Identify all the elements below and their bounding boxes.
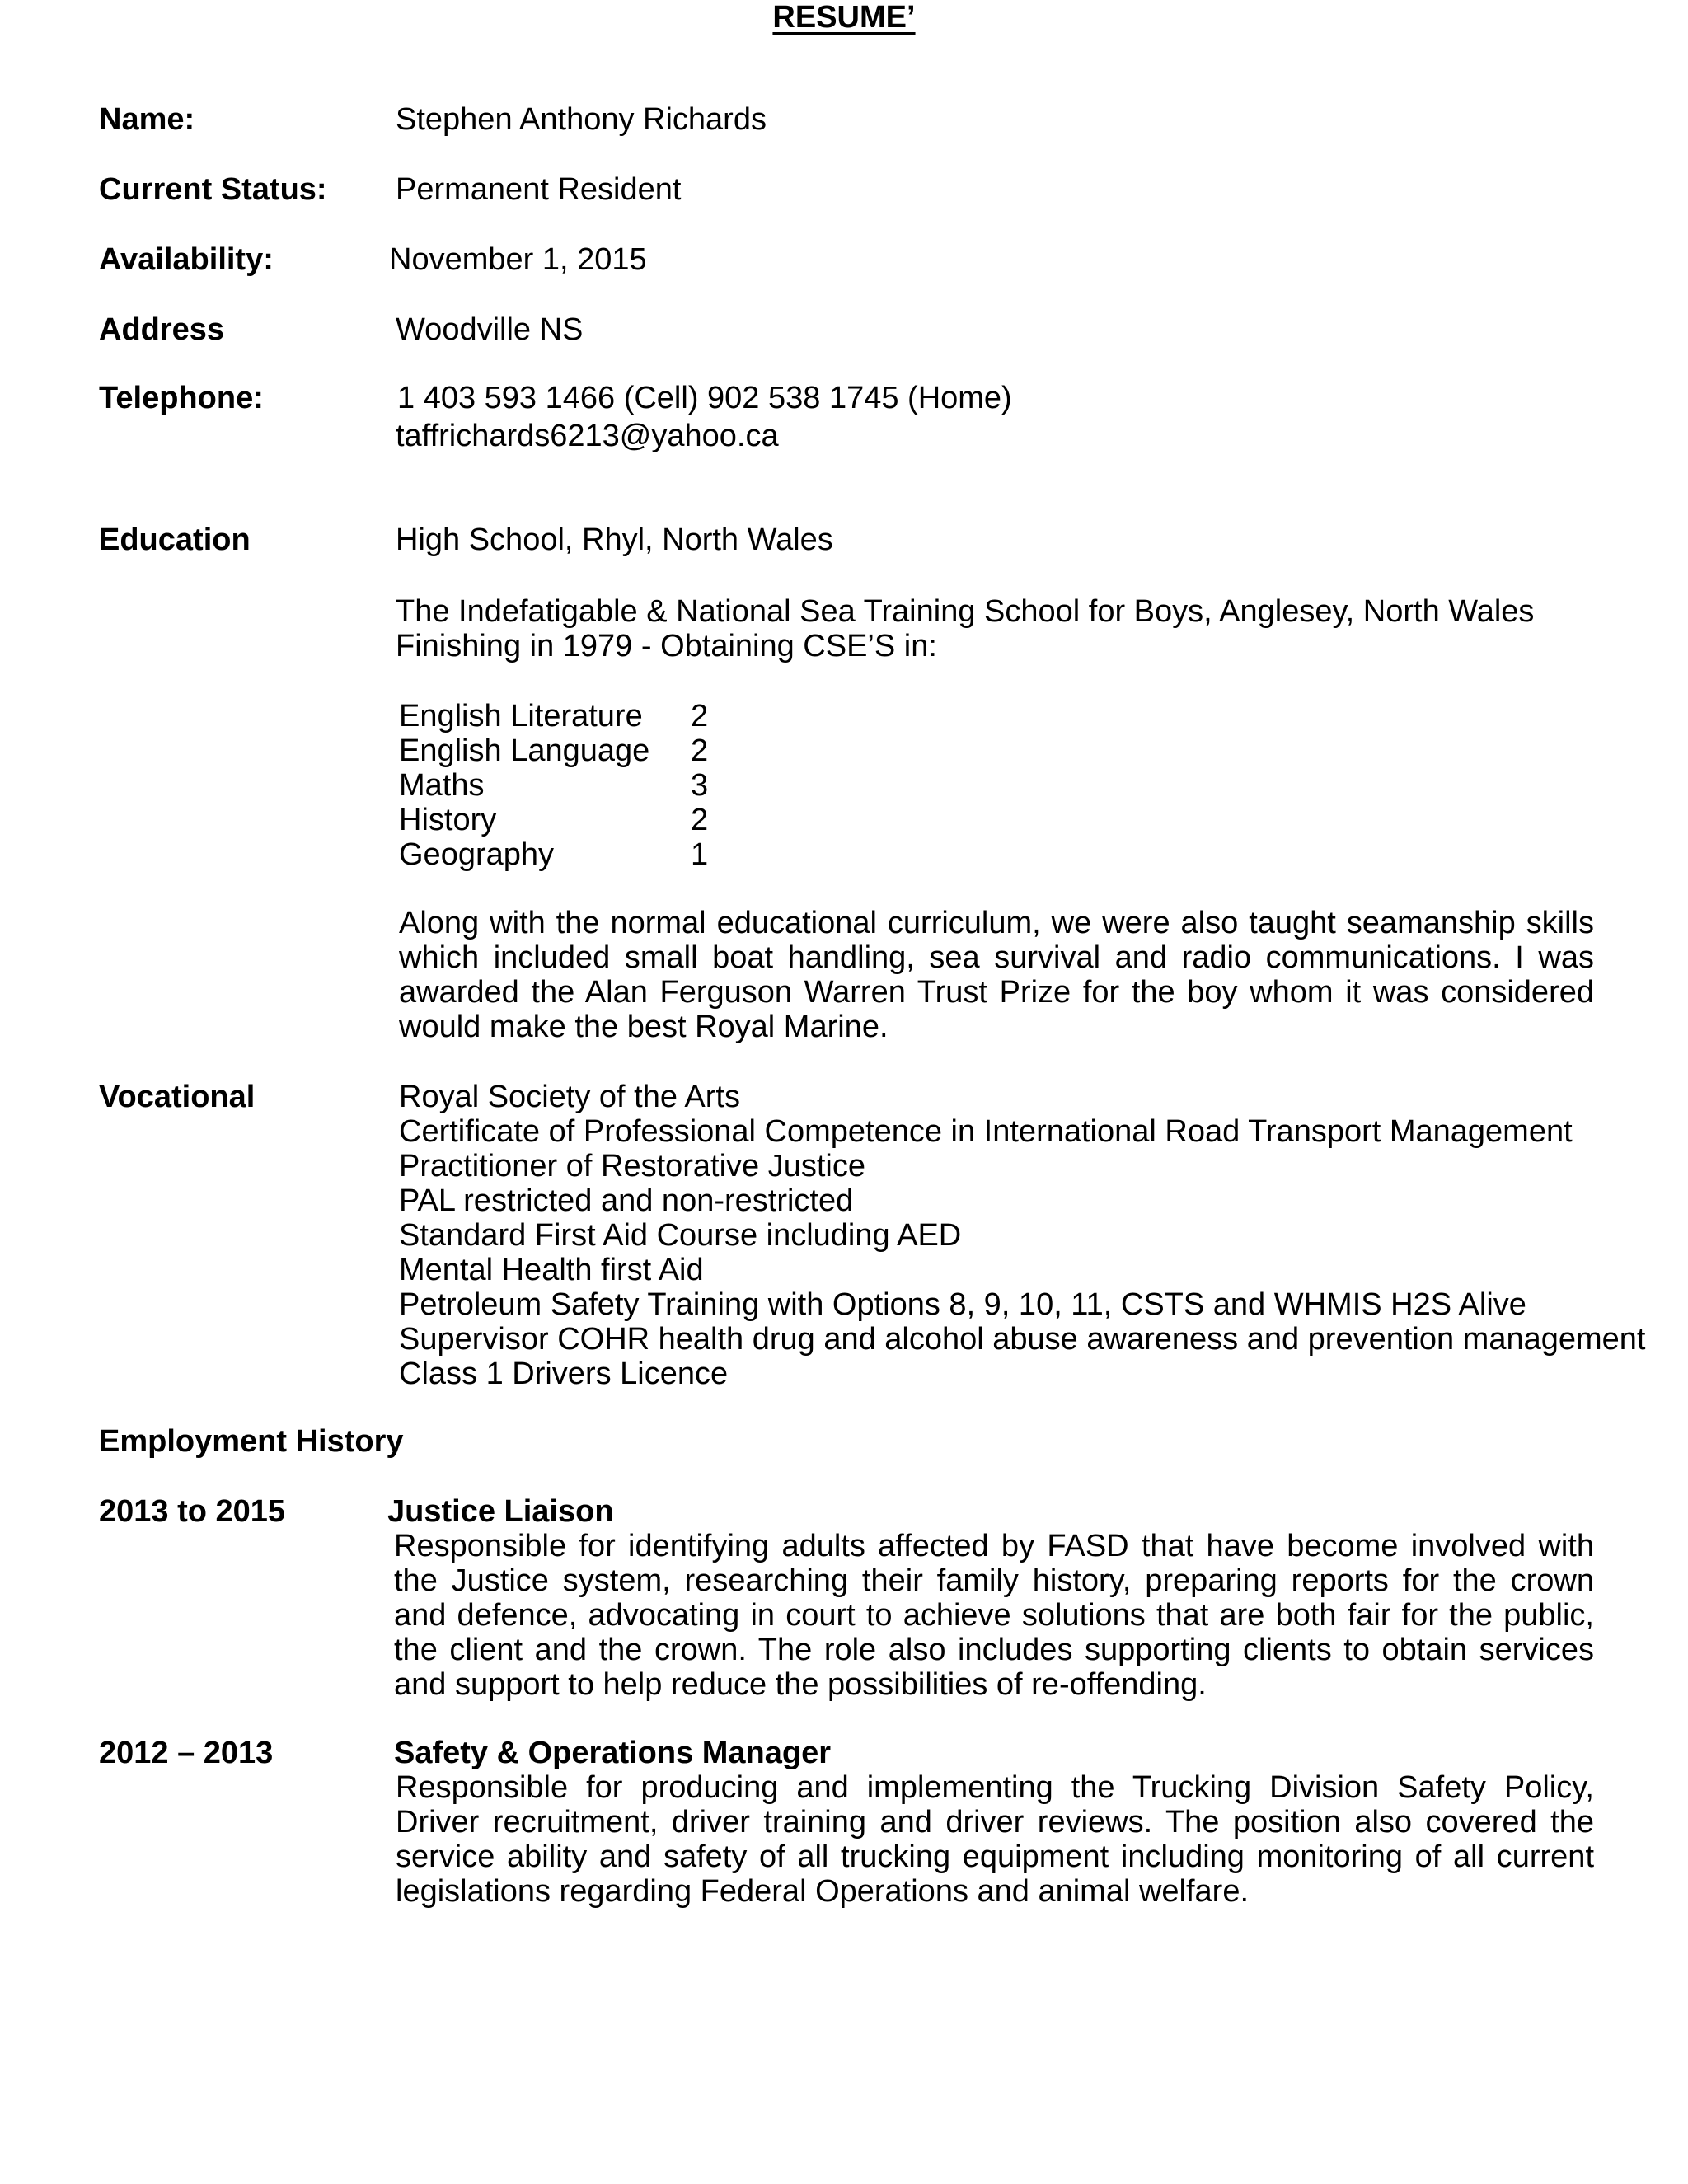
job-title: Safety & Operations Manager [394, 1736, 832, 1770]
job-years: 2012 – 2013 [99, 1736, 274, 1770]
job-description: Responsible for producing and implementing the Trucking Division Safety Policy, Driver recruitment, driver training and driver reviews. The position also covered the service ability and safety of all trucking equipment including monitoring of all current legislations regarding Federal Operations and animal welfare. [396, 1770, 1594, 1909]
email-value: taffrichards6213@yahoo.ca [396, 419, 779, 453]
vocational-label: Vocational [99, 1080, 256, 1114]
employment-label: Employment History [99, 1424, 404, 1459]
vocational-item: Practitioner of Restorative Justice [399, 1149, 866, 1183]
telephone-value: 1 403 593 1466 (Cell) 902 538 1745 (Home) [397, 381, 1012, 415]
availability-label: Availability: [99, 242, 274, 277]
job-title: Justice Liaison [387, 1494, 614, 1529]
vocational-item: Standard First Aid Course including AED [399, 1218, 962, 1253]
subject-grade: 3 [691, 768, 709, 803]
vocational-item: Class 1 Drivers Licence [399, 1357, 729, 1391]
subject-grade: 1 [691, 837, 709, 872]
subject-name: English Language [399, 733, 650, 768]
subject-grade: 2 [691, 699, 709, 733]
status-label: Current Status: [99, 172, 327, 207]
subject-grade: 2 [691, 803, 709, 837]
education-paragraph: Along with the normal educational curriculum, we were also taught seamanship skills which included small boat handling, sea survival and radio communications. I was awarded the Alan Ferguson Warren Trust Prize for the boy whom it was considered would make the best Royal Marine. [399, 906, 1594, 1044]
education-label: Education [99, 523, 251, 557]
subject-name: Maths [399, 768, 485, 803]
subject-name: History [399, 803, 497, 837]
job-years: 2013 to 2015 [99, 1494, 286, 1529]
page-title: RESUME’ [772, 0, 916, 35]
address-value: Woodville NS [396, 312, 584, 347]
address-label: Address [99, 312, 225, 347]
name-label: Name: [99, 102, 195, 137]
vocational-item: Petroleum Safety Training with Options 8, 9, 10, 11, CSTS and WHMIS H2S Alive [399, 1287, 1526, 1322]
education-training-line1: The Indefatigable & National Sea Training School for Boys, Anglesey, North Wales [396, 594, 1535, 629]
job-description: Responsible for identifying adults affected by FASD that have become involved with the Justice system, researching their family history, preparing reports for the crown and defence, advocating in court to achieve solutions that are both fair for the public, the client and the crown. The role also includes supporting clients to obtain services and support to help reduce the possibilities of re-offending. [394, 1529, 1594, 1702]
telephone-label: Telephone: [99, 381, 264, 415]
vocational-item: PAL restricted and non-restricted [399, 1183, 854, 1218]
vocational-item: Certificate of Professional Competence in International Road Transport Management [399, 1114, 1573, 1149]
vocational-item: Royal Society of the Arts [399, 1080, 740, 1114]
status-value: Permanent Resident [396, 172, 682, 207]
subject-name: English Literature [399, 699, 643, 733]
subject-name: Geography [399, 837, 555, 872]
name-value: Stephen Anthony Richards [396, 102, 767, 137]
availability-value: November 1, 2015 [389, 242, 647, 277]
subject-grade: 2 [691, 733, 709, 768]
education-school: High School, Rhyl, North Wales [396, 523, 833, 557]
education-training-line2: Finishing in 1979 - Obtaining CSE’S in: [396, 629, 937, 663]
vocational-item: Mental Health first Aid [399, 1253, 704, 1287]
vocational-item: Supervisor COHR health drug and alcohol abuse awareness and prevention management [399, 1322, 1646, 1357]
